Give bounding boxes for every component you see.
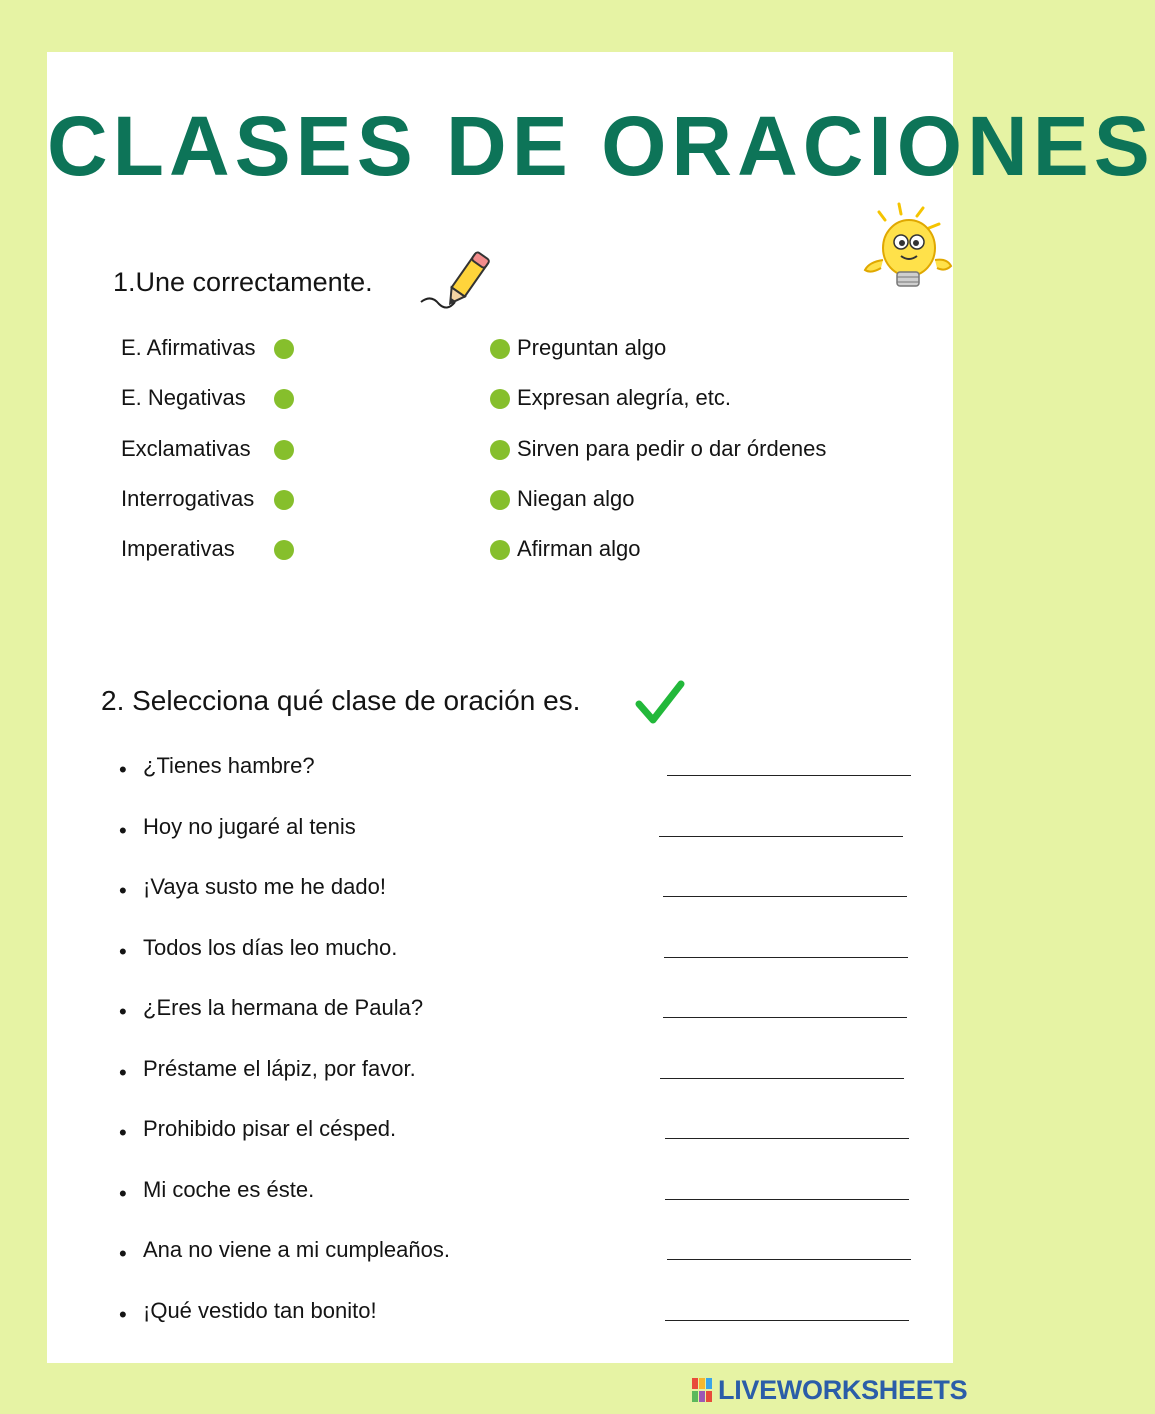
right-item-label: Niegan algo — [517, 485, 635, 511]
bullet: • — [119, 757, 127, 782]
brand-name: LIVEWORKSHEETS — [718, 1374, 968, 1405]
sentence-text: ¡Qué vestido tan bonito! — [143, 1297, 377, 1323]
sentence-text: Ana no viene a mi cumpleaños. — [143, 1237, 450, 1262]
checkmark-icon — [635, 678, 685, 728]
match-dot[interactable] — [274, 389, 294, 409]
left-item-label: Exclamativas — [121, 435, 251, 461]
bullet: • — [119, 878, 127, 903]
sentence-text: Préstame el lápiz, por favor. — [143, 1055, 416, 1081]
sentence-list — [107, 749, 927, 1354]
bullet: • — [119, 1059, 127, 1085]
list-item — [107, 1052, 927, 1113]
answer-blank[interactable] — [663, 896, 907, 897]
list-item — [107, 1294, 927, 1355]
list-item — [121, 481, 301, 531]
bullet: • — [119, 938, 127, 964]
bullet: • — [119, 1241, 127, 1266]
bullet: • — [119, 1120, 127, 1145]
list-item — [484, 330, 904, 380]
list-item — [121, 431, 301, 481]
match-dot[interactable] — [274, 339, 294, 359]
left-item-label: Interrogativas — [121, 485, 255, 511]
answer-blank[interactable] — [659, 836, 903, 837]
list-item — [107, 749, 927, 810]
match-dot[interactable] — [274, 490, 294, 510]
lightbulb-icon — [855, 200, 955, 300]
sentence-text: ¿Eres la hermana de Paula? — [143, 995, 424, 1020]
left-item-label: E. Negativas — [121, 385, 246, 411]
exercise2-heading: 2. Selecciona qué clase de oración es. — [101, 685, 581, 716]
left-column — [121, 330, 301, 581]
sentence-text: Todos los días leo mucho. — [143, 934, 398, 960]
sentence-text: Mi coche es éste. — [143, 1176, 315, 1202]
list-item — [107, 1233, 927, 1294]
left-item-label: Imperativas — [121, 536, 235, 562]
match-dot[interactable] — [490, 440, 510, 460]
match-dot[interactable] — [274, 440, 294, 460]
sentence-text: ¿Tienes hambre? — [143, 753, 315, 778]
liveworksheets-icon — [692, 1378, 714, 1402]
answer-blank[interactable] — [665, 1320, 909, 1321]
right-item-label: Expresan alegría, etc. — [517, 385, 732, 411]
sentence-text: Prohibido pisar el césped. — [143, 1116, 397, 1141]
worksheet-page — [47, 52, 1155, 1363]
bullet: • — [119, 1180, 127, 1206]
match-dot[interactable] — [490, 389, 510, 409]
list-item — [121, 380, 301, 430]
list-item — [107, 1112, 927, 1173]
list-item — [107, 870, 927, 931]
right-item-label: Sirven para pedir o dar órdenes — [517, 435, 827, 461]
list-item — [107, 931, 927, 992]
right-item-label: Preguntan algo — [517, 335, 667, 360]
list-item — [484, 380, 904, 430]
match-dot[interactable] — [490, 339, 510, 359]
answer-blank[interactable] — [665, 1138, 909, 1139]
list-item — [484, 431, 904, 481]
list-item — [121, 531, 301, 581]
list-item — [484, 531, 904, 581]
answer-blank[interactable] — [663, 1017, 907, 1018]
match-dot[interactable] — [490, 490, 510, 510]
liveworksheets-logo[interactable] — [692, 1376, 967, 1404]
list-item — [107, 810, 927, 871]
right-item-label: Afirman algo — [517, 536, 641, 562]
answer-blank[interactable] — [665, 1199, 909, 1200]
answer-blank[interactable] — [664, 957, 908, 958]
bullet: • — [119, 817, 127, 843]
page-title: CLASES DE ORACIONES — [47, 99, 1155, 193]
left-item-label: E. Afirmativas — [121, 335, 256, 360]
list-item — [484, 481, 904, 531]
list-item — [107, 991, 927, 1052]
answer-blank[interactable] — [667, 775, 911, 776]
match-dot[interactable] — [490, 540, 510, 560]
list-item — [107, 1173, 927, 1234]
answer-blank[interactable] — [667, 1259, 911, 1260]
pencil-icon — [417, 244, 499, 316]
bullet: • — [119, 1301, 127, 1327]
sentence-text: Hoy no jugaré al tenis — [143, 813, 356, 839]
right-column — [484, 330, 904, 581]
exercise1-heading: 1.Une correctamente. — [113, 267, 373, 297]
match-dot[interactable] — [274, 540, 294, 560]
sentence-text: ¡Vaya susto me he dado! — [143, 874, 386, 899]
bullet: • — [119, 999, 127, 1024]
list-item — [121, 330, 301, 380]
answer-blank[interactable] — [660, 1078, 904, 1079]
